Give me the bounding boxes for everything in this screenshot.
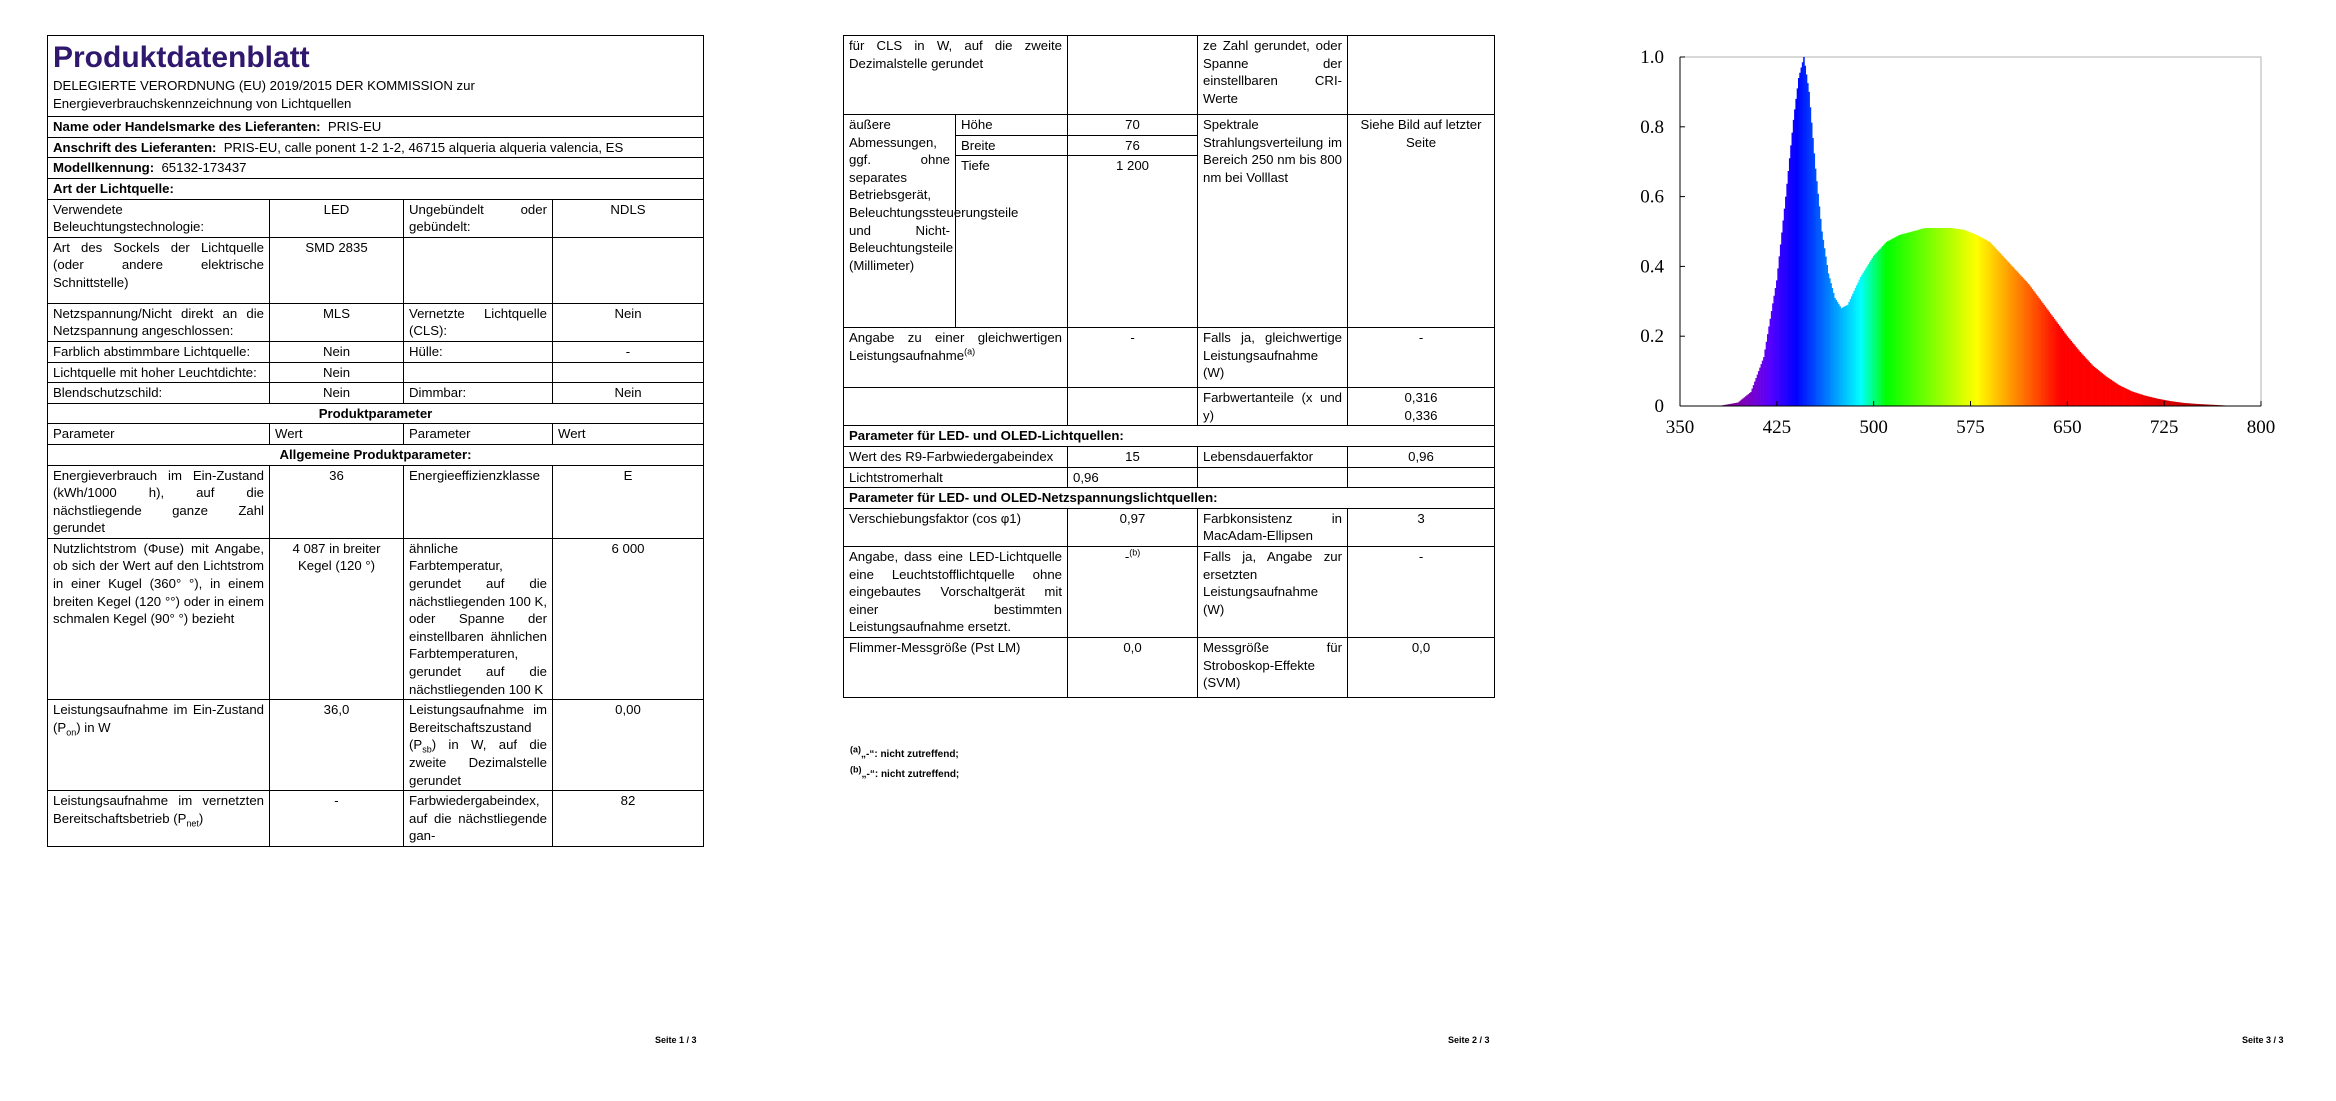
regulation-line-1: DELEGIERTE VERORDNUNG (EU) 2019/2015 DER KOMMISSION zur (53, 78, 475, 93)
replace-value: -$^{(b)}$ (1068, 546, 1198, 637)
flux-label: Nutzlichtstrom (Φuse) mit Angabe, ob sich der Wert auf den Lichtstrom in einer Kugel (360° °), in einem breiten Kegel (120 °°) oder in einem schmalen Kegel (90° °) bezieht (48, 538, 270, 699)
y-tick-label: 0.6 (1640, 186, 1664, 208)
page-number-1: Seite 1 / 3 (655, 1035, 697, 1045)
x-tick-label: 725 (2149, 417, 2179, 438)
supplier-name-label: Name oder Handelsmarke des Lieferanten: (53, 119, 321, 135)
pnet-value: - (270, 791, 404, 847)
col-header-param-2: Parameter (404, 424, 553, 445)
spd-label: Spektrale Strahlungsverteilung im Bereich 250 nm bis 800 nm bei Volllast (1198, 115, 1348, 328)
cct-label: ähnliche Farbtemperatur, gerundet auf die nächstliegenden 100 K, oder Spanne der einstellbaren ähnlichen Farbtemperaturen, gerundet auf die nächstliegenden 100 K (404, 538, 553, 699)
cap-label: Art des Sockels der Lichtquelle (oder andere elektrische Schnittstelle) (48, 237, 270, 303)
anti-glare-label: Blendschutzschild: (48, 383, 270, 404)
light-source-type-label: Art der Lichtquelle: (48, 178, 704, 199)
high-luminance-value: Nein (270, 362, 404, 383)
high-luminance-label: Lichtquelle mit hoher Leuchtdichte: (48, 362, 270, 383)
psb-label: Leistungsaufnahme im Bereitschaftszustand $(P_{sb})$ in W, auf die zweite Dezimalstelle gerundet (404, 700, 553, 791)
pnet-cont-label: für CLS in W, auf die zweite Dezimalstelle gerundet (844, 36, 1068, 115)
width-value: 76 (1068, 135, 1198, 156)
replace-if-label: Falls ja, Angabe zur ersetzten Leistungsaufnahme (W) (1198, 546, 1348, 637)
y-tick-label: 0.8 (1640, 116, 1664, 138)
x-tick-label: 575 (1956, 417, 1985, 438)
spectral-distribution-chart (1556, 0, 2336, 460)
product-data-table-1 (47, 35, 704, 847)
y-tick-label: 0.2 (1640, 326, 1664, 348)
general-params-header: Allgemeine Produktparameter: (48, 444, 704, 465)
page-3 (1556, 0, 2336, 1101)
energy-class-label: Energieeffizienzklasse (404, 465, 553, 538)
x-tick-label: 350 (1665, 417, 1695, 438)
height-label: Höhe (956, 115, 1068, 136)
energy-value: 36 (270, 465, 404, 538)
depth-label: Tiefe (956, 156, 1068, 328)
x-tick-label: 800 (2246, 417, 2276, 438)
width-label: Breite (956, 135, 1068, 156)
chroma-values: 0,316 0,336 (1348, 388, 1495, 426)
energy-label: Energieverbrauch im Ein-Zustand (kWh/1000 h), auf die nächstliegende ganze Zahl gerundet (48, 465, 270, 538)
cri-value: 82 (553, 791, 704, 847)
replace-label: Angabe, dass eine LED-Lichtquelle eine Leuchtstofflichtquelle ohne eingebautes Vorschaltgerät mit einer bestimmten Leistungsaufnahme ersetzt. (844, 546, 1068, 637)
envelope-label: Hülle: (404, 341, 553, 362)
dimmable-value: Nein (553, 383, 704, 404)
spd-value: Siehe Bild auf letzter Seite (1348, 115, 1495, 328)
x-tick-label: 650 (2053, 417, 2082, 438)
x-tick-label: 500 (1859, 417, 1888, 438)
survival-label: Lebensdauerfaktor (1198, 446, 1348, 467)
bundled-value: NDLS (553, 199, 704, 237)
anti-glare-value: Nein (270, 383, 404, 404)
lumen-maint-label: Lichtstromerhalt (844, 467, 1068, 488)
document-title: Produktdatenblatt (53, 41, 310, 74)
dims-label: äußere Abmessungen, ggf. ohne separates Betriebsgerät, Beleuchtungssteuerungsteile und Nicht-Beleuchtungsteile (Millimeter) (844, 115, 956, 328)
cap-value: SMD 2835 (270, 237, 404, 303)
colour-tunable-label: Farblich abstimmbare Lichtquelle: (48, 341, 270, 362)
energy-class-value: E (553, 465, 704, 538)
regulation-line-2: Energieverbrauchskennzeichnung von Lichtquellen (53, 95, 352, 111)
led-mains-header: Parameter für LED- und OLED-Netzspannungslichtquellen: (844, 488, 1495, 509)
model-label: Modellkennung: (53, 160, 155, 176)
page-number-3: Seite 3 / 3 (2242, 1035, 2284, 1045)
cri-label: Farbwiedergabeindex, auf die nächstliegende gan- (404, 791, 553, 847)
chroma-label: Farbwertanteile (x und y) (1198, 388, 1348, 426)
survival-value: 0,96 (1348, 446, 1495, 467)
tech-value: LED (270, 199, 404, 237)
dpf-value: 0,97 (1068, 508, 1198, 546)
height-value: 70 (1068, 115, 1198, 136)
dimmable-label: Dimmbar: (404, 383, 553, 404)
supplier-address-label: Anschrift des Lieferanten: (53, 139, 217, 155)
tech-label: Verwendete Beleuchtungstechnologie: (48, 199, 270, 237)
col-header-value-1: Wert (270, 424, 404, 445)
led-params-header: Parameter für LED- und OLED-Lichtquellen: (844, 426, 1495, 447)
model-value: 65132-173437 (161, 160, 247, 176)
lumen-maint-value: 0,96 (1068, 467, 1198, 488)
dpf-label: Verschiebungsfaktor (cos φ1) (844, 508, 1068, 546)
bundled-label: Ungebündelt oder gebündelt: (404, 199, 553, 237)
colour-consistency-value: 3 (1348, 508, 1495, 546)
page-1 (0, 0, 778, 1101)
colour-tunable-value: Nein (270, 341, 404, 362)
replace-if-value: - (1348, 546, 1495, 637)
equiv-label: Angabe zu einer gleichwertigen Leistungsaufnahme$^{(a)}$ (844, 328, 1068, 388)
r9-label: Wert des R9-Farbwiedergabeindex (844, 446, 1068, 467)
depth-value: 1 200 (1068, 156, 1198, 328)
y-tick-label: 0 (1654, 396, 1664, 417)
col-header-param-1: Parameter (48, 424, 270, 445)
flux-value: 4 087 in breiter Kegel (120 °) (270, 538, 404, 699)
cct-value: 6 000 (553, 538, 704, 699)
flicker-value: 0,0 (1068, 637, 1198, 697)
equiv-if-label: Falls ja, gleichwertige Leistungsaufnahme (W) (1198, 328, 1348, 388)
cls-value: Nein (553, 303, 704, 341)
pon-value: 36,0 (270, 700, 404, 791)
colour-consistency-label: Farbkonsistenz in MacAdam-Ellipsen (1198, 508, 1348, 546)
x-tick-label: 425 (1762, 417, 1792, 438)
product-params-header: Produktparameter (48, 403, 704, 424)
equiv-if-value: - (1348, 328, 1495, 388)
envelope-value: - (553, 341, 704, 362)
y-tick-label: 0.4 (1640, 256, 1664, 278)
y-tick-label: 1.0 (1640, 47, 1664, 68)
page-number-2: Seite 2 / 3 (1448, 1035, 1490, 1045)
page-2 (778, 0, 1556, 1101)
equiv-value: - (1068, 328, 1198, 388)
r9-value: 15 (1068, 446, 1198, 467)
psb-value: 0,00 (553, 700, 704, 791)
pnet-label: Leistungsaufnahme im vernetzten Bereitschaftsbetrieb $(P_{net})$ (48, 791, 270, 847)
svm-label: Messgröße für Stroboskop-Effekte (SVM) (1198, 637, 1348, 697)
cri-cont-label: ze Zahl gerundet, oder Spanne der einstellbaren CRI-Werte (1198, 36, 1348, 115)
supplier-address-value: PRIS-EU, calle ponent 1-2 1-2, 46715 alqueria alqueria valencia, ES (223, 139, 624, 155)
cls-label: Vernetzte Lichtquelle (CLS): (404, 303, 553, 341)
flicker-label: Flimmer-Messgröße (Pst LM) (844, 637, 1068, 697)
footnote-a: $^{(a)}$„-“: nicht zutreffend; (850, 744, 959, 760)
product-data-table-2 (843, 35, 1495, 698)
footnote-b: $^{(b)}$„-“: nicht zutreffend; (850, 764, 960, 780)
mains-value: MLS (270, 303, 404, 341)
mains-label: Netzspannung/Nicht direkt an die Netzspannung angeschlossen: (48, 303, 270, 341)
svm-value: 0,0 (1348, 637, 1495, 697)
pon-label: Leistungsaufnahme im Ein-Zustand $(P_{on})$ in W (48, 700, 270, 791)
supplier-name-value: PRIS-EU (327, 119, 382, 135)
col-header-value-2: Wert (553, 424, 704, 445)
